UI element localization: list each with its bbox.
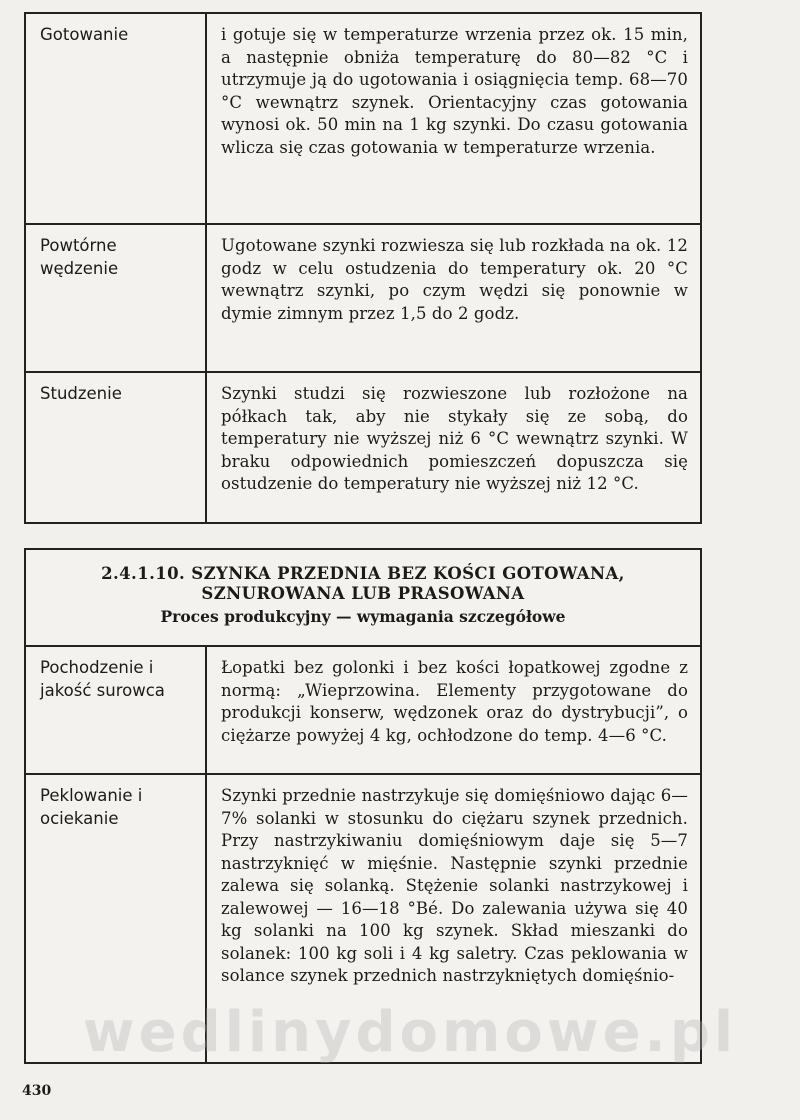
table-row [26,647,700,775]
table-section [24,548,702,1064]
watermark: wedlinydomowe.pl [82,1000,738,1065]
row-label: Studzenie [26,373,207,522]
page-number: 430 [22,1083,52,1099]
row-text: Łopatki bez golonki i bez kości łopatkowej zgodne z normą: „Wieprzowina. Elementy przygotowane do produkcji konserw, wędzonek oraz do dystrybucji”, o ciężarze powyżej 4 kg, ochłodzone do temp. 4—6 °C. [221,658,688,745]
table-top [24,12,702,524]
section-header [26,550,700,647]
row-text: Szynki studzi się rozwieszone lub rozłożone na półkach tak, aby nie stykały się ze sobą, do temperatury nie wyższej niż 6 °C wewnątrz szynki. W braku odpowiednich pomieszczeń dopuszcza się ostudzenie do temperatury nie wyższej niż 12 °C. [221,384,688,493]
row-text: Szynki przednie nastrzykuje się domięśniowo dając 6—7% solanki w stosunku do ciężaru szynek przednich. Przy nastrzykiwaniu domięśniowym daje się 5—7 nastrzyknięć w mięśnie. Następnie szynki przednie zalewa się solanką. Stężenie solanki nastrzykowej i zalewowej — 16—18 °Bé. Do zalewania używa się 40 kg solanki na 100 kg szynek. Skład mieszanki do solanek: 100 kg soli i 4 kg saletry. Czas peklowania w solance szynek przednich nastrzykniętych domięśnio- [221,786,688,985]
row-label: Gotowanie [26,14,207,223]
table-row [26,775,700,1062]
table-row [26,373,700,522]
table-row [26,14,700,225]
section-subtitle: Proces produkcyjny — wymagania szczegółowe [160,607,566,626]
row-label: Pochodzenie i jakość surowca [26,647,207,773]
row-label: Peklowanie i ociekanie [26,775,207,1062]
table-row [26,225,700,373]
row-label: Powtórne wędzenie [26,225,207,371]
row-text: Ugotowane szynki rozwiesza się lub rozkłada na ok. 12 godz w celu ostudzenia do temperatury ok. 20 °C wewnątrz szynki, po czym wędzi się ponownie w dymie zimnym przez 1,5 do 2 godz. [221,236,688,323]
row-text: i gotuje się w temperaturze wrzenia przez ok. 15 min, a następnie obniża temperaturę do 80—82 °C i utrzymuje ją do ugotowania i osiągnięcia temp. 68—70 °C wewnątrz szynek. Orientacyjny czas gotowania wynosi ok. 50 min na 1 kg szynki. Do czasu gotowania wlicza się czas gotowania w temperaturze wrzenia. [221,25,688,157]
section-title: 2.4.1.10. SZYNKA PRZEDNIA BEZ KOŚCI GOTOWANA, SZNUROWANA LUB PRASOWANA [101,564,625,603]
